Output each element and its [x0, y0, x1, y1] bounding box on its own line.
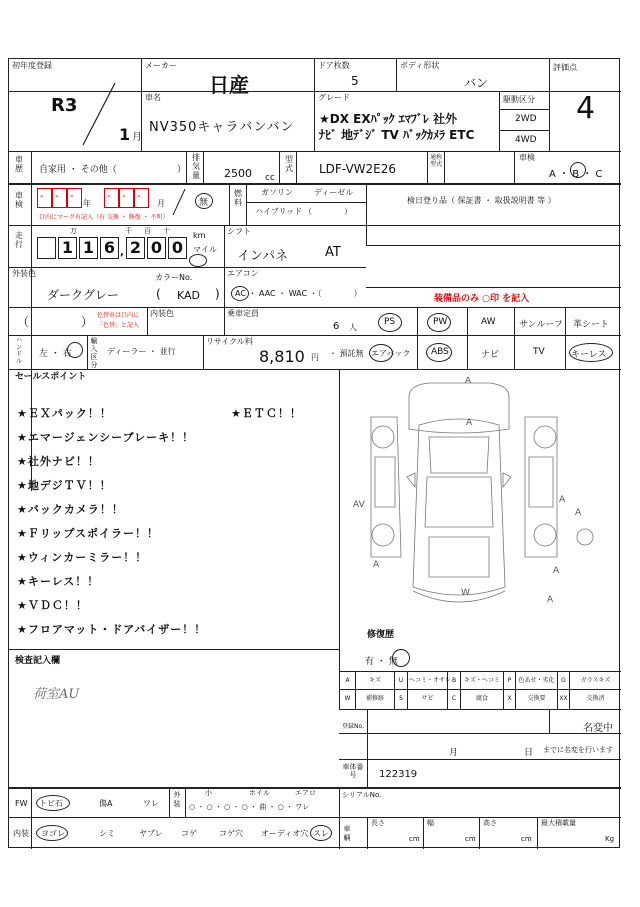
fw-label: FW: [15, 799, 28, 808]
insp-year-unit: 年: [83, 199, 91, 208]
first-reg-label: 初年度登録: [12, 61, 52, 70]
model-value: NV350キャラバンバン: [149, 120, 295, 135]
int-label: 内装: [13, 829, 29, 838]
equip-ps: PS: [384, 317, 396, 327]
legend-cell: S: [399, 695, 403, 702]
deposit-none: ・ 預託無: [329, 349, 364, 358]
odo-digit-0: [37, 237, 56, 259]
legend-divider: [569, 671, 570, 689]
unit-hyaku: 百: [144, 227, 151, 235]
name-change: 名変中: [583, 723, 613, 734]
body-value: バン: [464, 76, 489, 90]
sales-point: ★フロアマット・ドアバイザー！！: [17, 623, 207, 636]
legend-divider: [407, 671, 408, 689]
legend-cell: W: [344, 695, 351, 702]
insp-month-unit: 月: [157, 199, 165, 208]
nickname-type-label: 通称型式: [430, 154, 443, 168]
reg-no-label: 登録No.: [342, 723, 364, 730]
legend-cell: C: [451, 695, 457, 702]
legend-cell: 色あせ・劣化: [518, 677, 555, 684]
dash2: -: [55, 191, 59, 202]
auction-sheet: [8, 58, 620, 848]
exterior-label: 外装: [173, 791, 181, 808]
keyless-circle: [569, 343, 613, 362]
inspection-title: 検査記入欄: [15, 656, 61, 666]
equip-leather: 革シート: [573, 320, 610, 330]
legend-cell: U: [398, 677, 404, 684]
legend-divider: [339, 689, 340, 709]
body-label: ボディ形状: [400, 61, 440, 70]
svg-text:A: A: [559, 495, 566, 505]
svg-text:A: A: [575, 508, 582, 518]
dash4: -: [107, 191, 111, 202]
sales-title: セールスポイント: [15, 372, 87, 382]
equip-pw: PW: [433, 317, 448, 327]
int-item: スレ: [313, 829, 329, 838]
fw-item-scratch: 傷A: [99, 799, 113, 808]
int-item: ヨゴレ: [41, 829, 65, 838]
handle-label: ハンドル: [15, 337, 22, 365]
shift-type: AT: [325, 245, 341, 260]
legend-divider: [503, 671, 504, 689]
recycle-unit: 円: [311, 353, 319, 362]
legend-cell: 腐食: [475, 695, 488, 702]
unit-mile: マイル: [193, 245, 217, 254]
dim-length: 長さ: [371, 819, 385, 827]
legend-cell: 補修跡: [365, 695, 384, 702]
legend-cell: X: [507, 695, 512, 702]
color-no-paren-close: ): [215, 287, 220, 301]
fuel-paren: （ ）: [304, 207, 352, 216]
repair-none-circle: [392, 649, 410, 667]
legend-cell: XX: [559, 695, 568, 702]
svg-text:A: A: [553, 566, 560, 576]
reg-month: 月: [449, 748, 459, 758]
grade-label: グレード: [318, 93, 350, 102]
recycle-value: 8,810: [259, 347, 305, 366]
interior-paren-left: （: [17, 315, 30, 329]
class-b-circle: [570, 162, 586, 178]
pw-circle: [427, 313, 451, 332]
drive-4wd: 4WD: [515, 135, 537, 145]
max-load-unit: Kg: [605, 835, 615, 843]
legend-divider: [339, 671, 340, 689]
sales-point: ★ウィンカーミラー！！: [17, 551, 148, 564]
model-label: 車名: [145, 93, 161, 102]
int-item: シミ: [99, 829, 115, 838]
year-slash: [79, 79, 119, 149]
repair-value: 有 ・ 無: [365, 657, 398, 667]
repair-label: 修復歴: [367, 630, 395, 640]
ext-wheel: ホイル: [249, 789, 270, 797]
odo-digit-2: 1: [79, 237, 98, 259]
legend-cell: ヘコミ・オサレ: [409, 677, 451, 684]
insp-slash: [171, 187, 187, 217]
dash6: -: [137, 191, 141, 202]
displacement-label: 排気量: [192, 153, 200, 180]
import-label: 輸入区分: [90, 337, 98, 369]
unit-km: km: [193, 231, 206, 240]
svg-text:A: A: [465, 377, 472, 386]
drive-label: 駆動区分: [503, 95, 535, 104]
airbag-circle: [369, 344, 393, 362]
unit-man: 万: [70, 227, 77, 235]
usage-close: ）: [177, 165, 187, 175]
equip-navi: ナビ: [481, 350, 500, 360]
legend-cell: サビ: [421, 695, 434, 702]
repaint-note1: 色替車は口内に: [97, 312, 140, 319]
legend-divider: [557, 689, 558, 709]
fuel-label: 燃料: [234, 189, 242, 207]
legend-divider: [355, 689, 356, 709]
dims-label: 車輌: [343, 825, 351, 842]
fw-item-chip: トビ石: [39, 799, 63, 808]
equip-sunroof: サンルーフ: [519, 320, 563, 330]
int-dirt-circle: [36, 825, 68, 841]
odo-comma: ,: [120, 247, 124, 258]
sales-etc: ★ＥＴＣ！！: [231, 407, 302, 420]
legend-cell: ガラスキズ: [580, 677, 611, 684]
legend-divider: [460, 689, 461, 709]
maker-label: メーカー: [145, 61, 177, 70]
legend-cell: 交換済: [586, 695, 605, 702]
legend-divider: [394, 689, 395, 709]
legend-cell: P: [507, 677, 512, 684]
legend-divider: [515, 689, 516, 709]
ext-row: ○ ・ ○ ・ ○ ・ ○ ・ 曲 ・ ○ ・ ワレ: [189, 803, 310, 811]
type-value: LDF-VW2E26: [319, 162, 397, 176]
int-item: オーディオ穴: [261, 829, 309, 838]
dim-width: 幅: [427, 819, 434, 827]
legend-divider: [515, 671, 516, 689]
history-label: 車歴: [15, 155, 23, 173]
int-item: コゲ穴: [219, 829, 243, 838]
sales-point: ★社外ナビ！！: [17, 455, 100, 468]
dim-height: 高さ: [483, 819, 497, 827]
mileage-label: 走行: [15, 231, 23, 249]
capacity-value: 6: [333, 321, 340, 332]
fuel-diesel: ディーゼル: [314, 188, 354, 197]
shift-label: シフト: [227, 227, 251, 236]
grade-line1: ★DX EXﾊﾟｯｸ ｴﾏﾌﾞﾚ 社外: [319, 112, 457, 126]
first-reg-year: R3: [51, 95, 78, 116]
type-label: 型式: [285, 155, 293, 173]
sales-point: ★エマージェンシーブレーキ！！: [17, 431, 195, 444]
doors-label: ドア枚数: [318, 61, 350, 70]
sales-point: ★地デジＴＶ！！: [17, 479, 112, 492]
legend-cell: G: [561, 677, 566, 684]
handle-value: 左 ・ 右: [39, 349, 72, 359]
capacity-label: 乗車定員: [227, 309, 259, 318]
first-reg-month: 1: [119, 125, 131, 144]
legend-divider: [394, 671, 395, 689]
legend-cell: キズ: [369, 677, 381, 684]
capacity-unit: 人: [349, 323, 357, 332]
color-label: 外装色: [12, 269, 36, 278]
odo-digit-4: 2: [126, 237, 145, 259]
dim-length-unit: cm: [409, 835, 420, 843]
legend-divider: [569, 689, 570, 709]
legend-divider: [355, 671, 356, 689]
unit-sen: 千: [125, 227, 132, 235]
sales-point: ★ＥＸパック！！: [17, 407, 112, 420]
ext-small: 小: [205, 789, 212, 797]
drive-2wd: 2WD: [515, 114, 537, 124]
legend-cell: B: [451, 677, 457, 684]
int-scuff-circle: [310, 825, 332, 841]
legend-divider: [447, 689, 448, 709]
displacement-unit: cc: [265, 173, 275, 183]
maker-value: 日産: [209, 73, 249, 97]
import-value: ディーラー ・ 並行: [107, 347, 176, 356]
km-circle: [189, 254, 207, 267]
equip-keyless: キーレス: [571, 350, 607, 360]
ac-value: AC ・ AAC ・ WAC ・（ ）: [235, 289, 362, 298]
abs-circle: [426, 343, 452, 362]
handle-right-circle: [67, 342, 83, 358]
legend-divider: [407, 689, 408, 709]
usage-value: 自家用 ・ その他（: [39, 165, 117, 175]
ext-aero: エアロ: [295, 789, 316, 797]
unit-ju: 十: [163, 227, 170, 235]
class-options: A ・ B ・ C: [549, 169, 603, 180]
fuel-gas: ガソリン: [261, 188, 293, 197]
svg-text:A: A: [547, 595, 554, 605]
legend-divider: [503, 689, 504, 709]
dash1: -: [40, 191, 44, 202]
svg-text:W: W: [461, 588, 470, 598]
sales-point: ★Ｆリップスポイラー！！: [17, 527, 159, 540]
int-item: ヤブレ: [139, 829, 163, 838]
sales-point: ★キーレス！！: [17, 575, 100, 588]
legend-cell: A: [345, 677, 350, 684]
insp-none: 無: [199, 198, 209, 208]
equip-aw: AW: [481, 317, 496, 327]
inspection-handwritten: 荷室AU: [33, 687, 80, 702]
recycle-label: リサイクル料: [206, 337, 253, 346]
int-item: コゲ: [181, 829, 197, 838]
fuel-hybrid: ハイブリッド: [255, 207, 303, 216]
dim-width-unit: cm: [465, 835, 476, 843]
ps-circle: [378, 313, 402, 332]
svg-text:AV: AV: [353, 500, 365, 510]
remarks-label: 検日登り品（ 保証書 ・ 取扱説明書 等 ）: [407, 196, 556, 205]
legend-cell: 交換要: [527, 695, 546, 702]
reg-day: 日: [524, 748, 534, 758]
repaint-note2: 「色替」と記入: [97, 322, 140, 329]
serial-label: シリアルNo.: [342, 791, 382, 799]
equip-airbag: エアバック: [371, 349, 411, 358]
car-damage-diagram: [349, 377, 619, 617]
dash3: -: [70, 191, 74, 202]
odo-digit-5: 0: [147, 237, 166, 259]
chassis-label: 車体番号: [342, 763, 364, 779]
legend-divider: [557, 671, 558, 689]
score-label: 評価点: [553, 63, 577, 72]
equip-abs: ABS: [431, 347, 449, 357]
doors-value: 5: [351, 74, 359, 88]
interior-paren-right: ）: [81, 315, 94, 329]
dim-height-unit: cm: [521, 835, 532, 843]
odo-digit-6: 0: [168, 237, 187, 259]
legend-divider: [460, 671, 461, 689]
shift-pos: インパネ: [237, 249, 289, 264]
insp-none-circle: [195, 193, 213, 209]
grade-line2: ﾅﾋﾞ 地ﾃﾞｼﾞ TV ﾊﾞｯｸｶﾒﾗ ETC: [319, 128, 475, 142]
fw-item-crack: ワレ: [143, 799, 159, 808]
equip-tv: TV: [533, 347, 545, 357]
class-label: 車検: [519, 153, 535, 162]
chassis-value: 122319: [379, 769, 418, 780]
color-value: ダークグレー: [47, 288, 120, 302]
ac-label: エアコン: [227, 269, 259, 278]
legend-cell: キズ・ヘコミ: [464, 677, 500, 684]
interior-color-label: 内装色: [150, 309, 174, 318]
chip-circle: [36, 795, 70, 811]
first-reg-month-unit: 月: [132, 132, 142, 143]
insp-note: 口内にマーク有記入（有 交換 ・ 修復 ・ 不明）: [39, 214, 169, 221]
sales-point: ★バックカメラ！！: [17, 503, 124, 516]
svg-text:A: A: [466, 418, 473, 428]
max-load: 最大積載量: [541, 819, 576, 827]
color-no-paren-open: (: [156, 287, 161, 301]
displacement-value: 2500: [224, 167, 252, 180]
reg-deadline: までに名変を行います: [543, 746, 613, 754]
svg-text:A: A: [373, 560, 380, 570]
score-value: 4: [576, 91, 596, 126]
odo-digit-1: 1: [58, 237, 77, 259]
sales-point: ★ＶＤＣ！！: [17, 599, 88, 612]
equip-label: 装備品のみ ○印 を記入: [434, 294, 530, 304]
dash5: -: [122, 191, 126, 202]
legend-divider: [447, 671, 448, 689]
inspection-label: 車検: [15, 191, 23, 209]
odo-digit-3: 6: [100, 237, 119, 259]
color-no-label: カラーNo.: [155, 273, 193, 282]
ac-circle: [231, 286, 249, 301]
color-no-value: KAD: [177, 289, 201, 302]
